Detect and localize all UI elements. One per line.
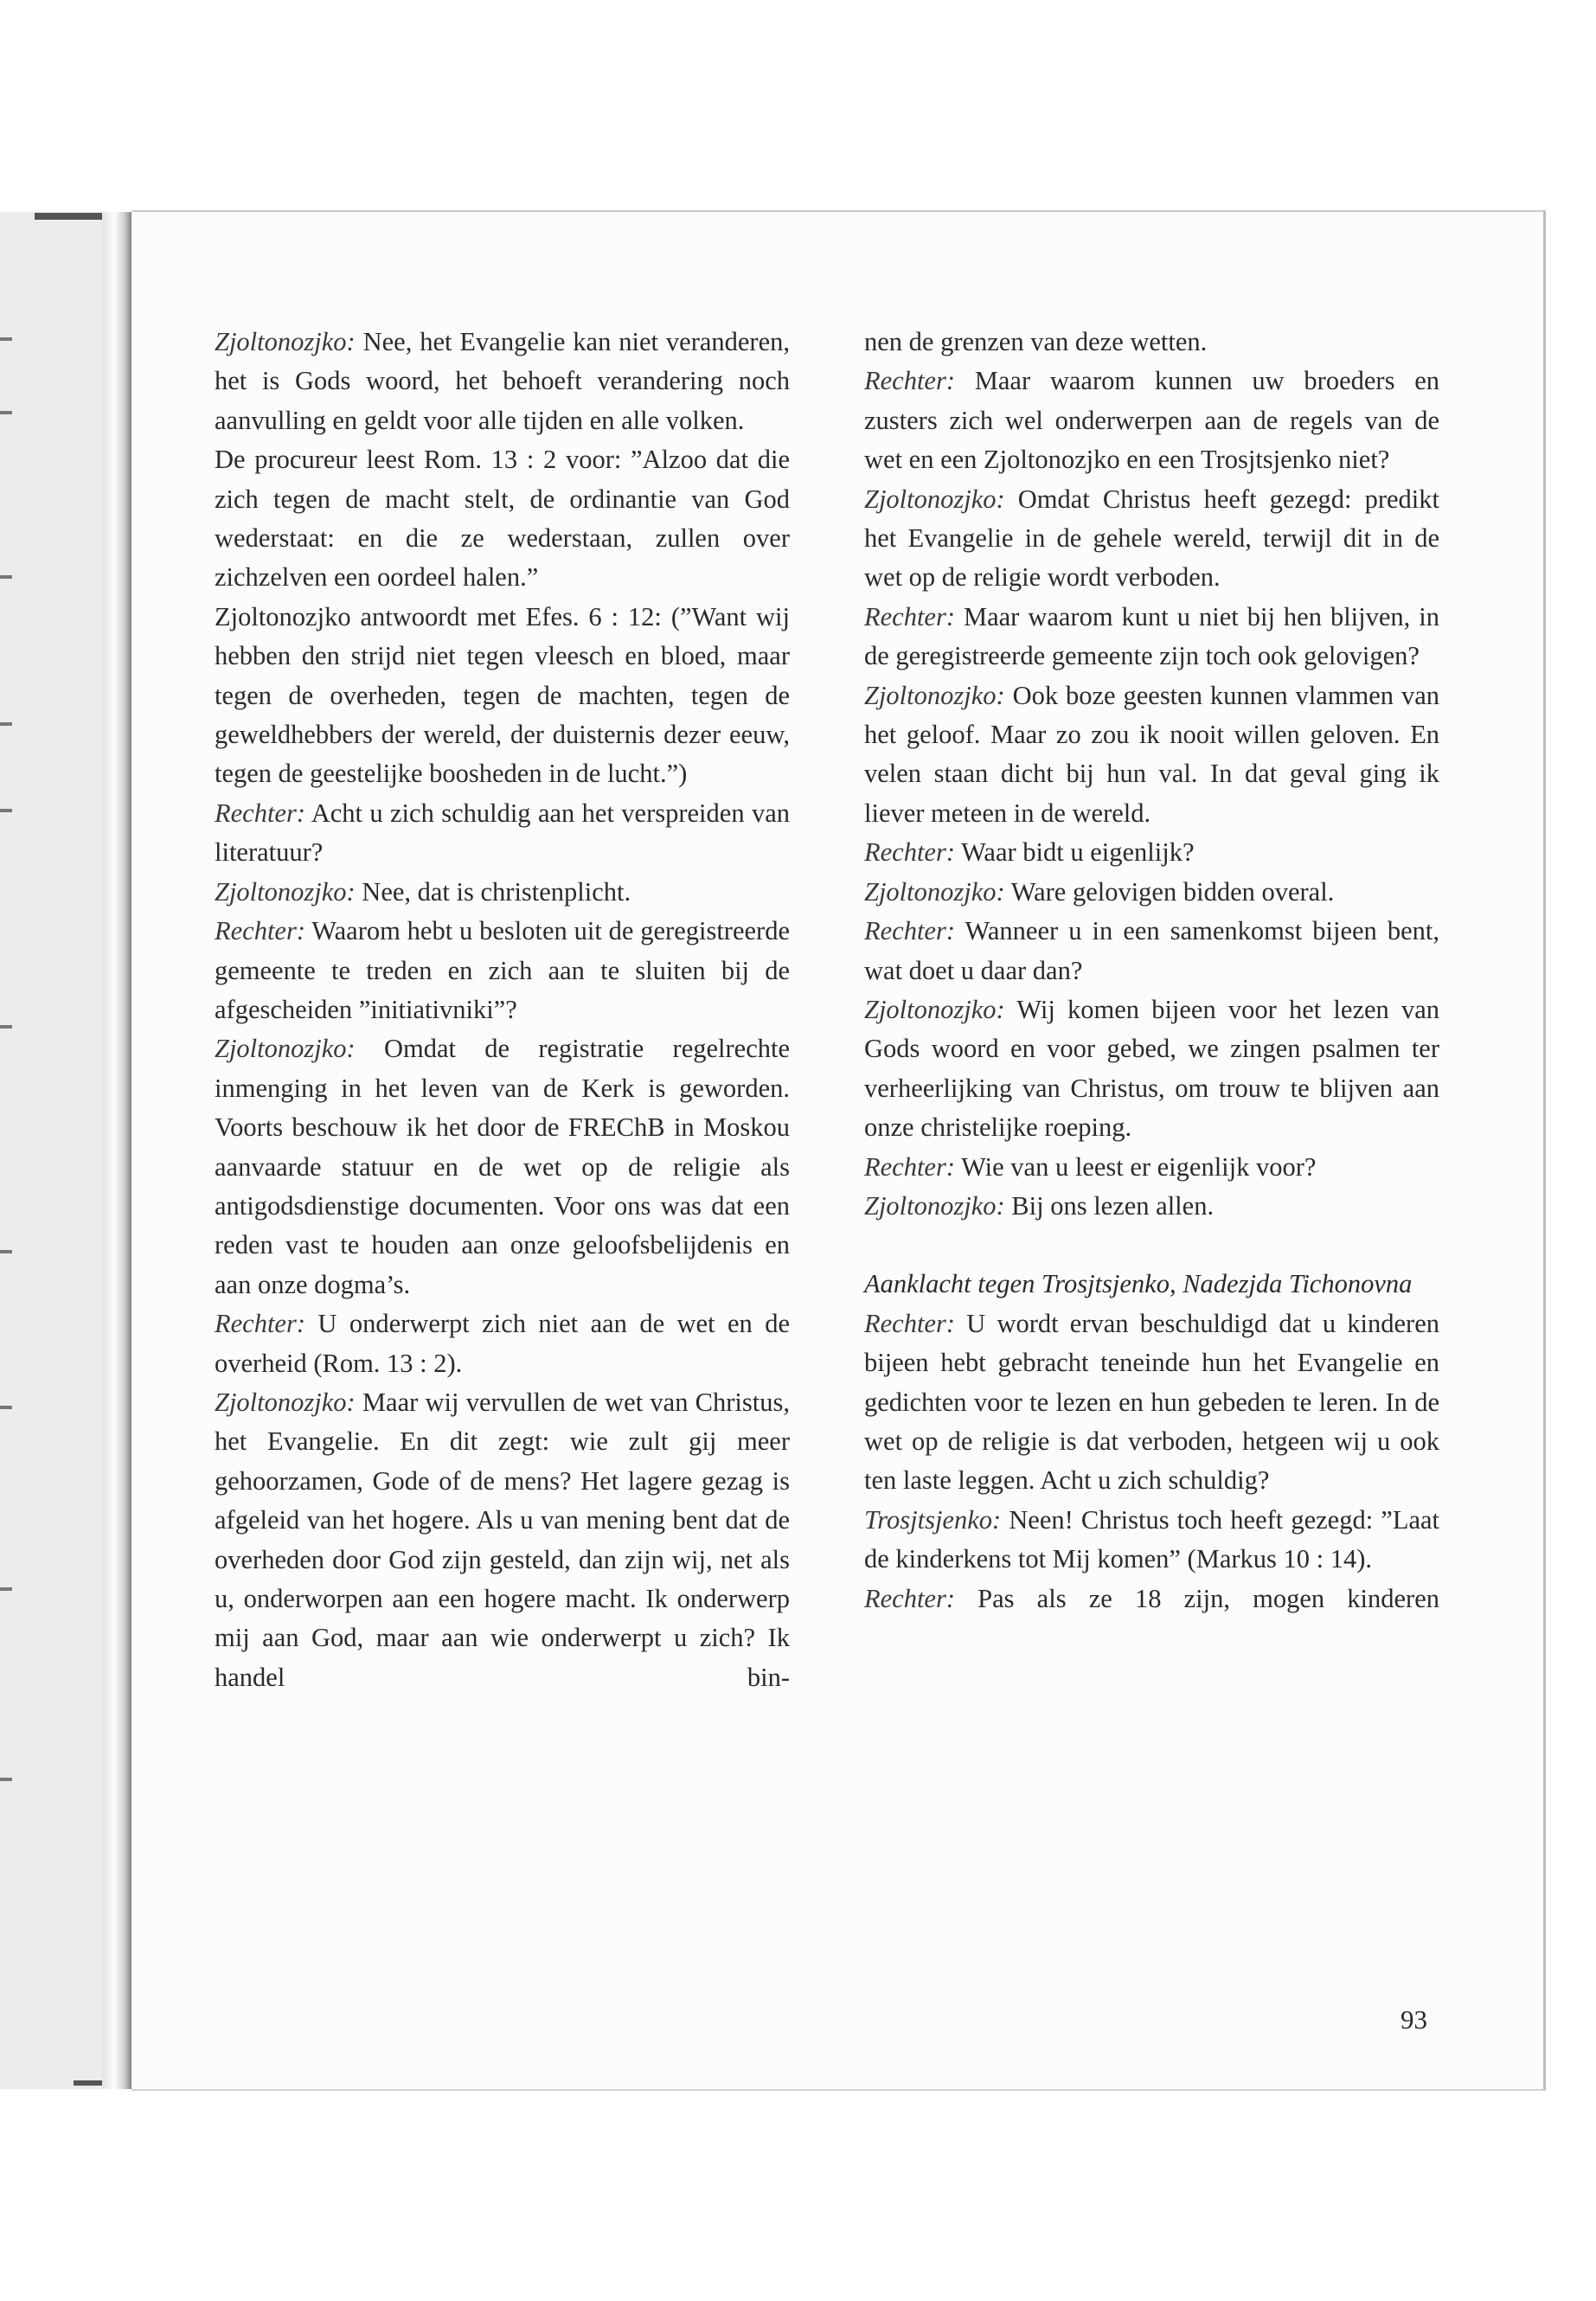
page-number: 93: [1401, 2004, 1427, 2035]
paragraph: [864, 362, 1439, 479]
speaker-label: Zjoltonozjko:: [215, 1034, 356, 1064]
paragraph: [215, 794, 790, 873]
paragraph-text: Zjoltonozjko antwoordt met Efes. 6 : 12: (”Want wij hebben den strijd niet tegen vleesch en bloed, maar tegen de overheden, tegen de machten, tegen de geweldhebbers der wereld, der duisternis dezer eeuw, tegen de geestelijke boosheden in de lucht.”): [215, 601, 790, 789]
previous-page-mark: [0, 337, 12, 341]
speaker-label: Zjoltonozjko:: [864, 680, 1005, 710]
paragraph-text: Bij ons lezen allen.: [1004, 1190, 1215, 1221]
paragraph-text: U onderwerpt zich niet aan de wet en de overheid (Rom. 13 : 2).: [215, 1309, 790, 1378]
paragraph-text: Neen! Christus toch heeft gezegd: ”Laat de kinderkens tot Mij komen” (Markus 10 : 14).: [864, 1504, 1439, 1574]
paragraph: [864, 1148, 1439, 1187]
paragraph: [864, 1501, 1439, 1580]
speaker-label: Rechter:: [215, 798, 305, 828]
paragraph-text: De procureur leest Rom. 13 : 2 voor: ”Alzoo dat die zich tegen de macht stelt, de ordinantie van God wederstaat: en die ze wederstaan, zullen over zichzelven een oordeel halen.”: [215, 445, 790, 593]
paragraph: [215, 912, 790, 1029]
previous-page-mark: [0, 809, 12, 812]
paragraph-text: Waarom hebt u besloten uit de geregistreerde gemeente te treden en zich aan te sluiten bij de afgescheiden ”initiativniki”?: [215, 916, 790, 1024]
paragraph: [215, 323, 790, 440]
speaker-label: Trosjtsjenko:: [864, 1504, 1002, 1535]
previous-page-mark: [0, 1587, 12, 1591]
paragraph: [864, 833, 1439, 872]
speaker-label: Rechter:: [864, 366, 955, 396]
previous-page-mark: [0, 722, 12, 726]
speaker-label: Zjoltonozjko:: [864, 876, 1005, 907]
paragraph-text: Ook boze geesten kunnen vlammen van het geloof. Maar zo zou ik nooit willen geloven. En velen staan dicht bij hun val. In dat geval ging ik liever meteen in de wereld.: [864, 680, 1439, 828]
paragraph-text: Nee, het Evangelie kan niet veranderen, het is Gods woord, het behoeft verandering noch aanvulling en geldt voor alle tijden en alle volken.: [215, 327, 790, 435]
paragraph: [215, 1304, 790, 1383]
book-page: [131, 210, 1546, 2091]
paragraph-text: Maar waarom kunnen uw broeders en zusters zich wel onderwerpen aan de regels van de wet en een Zjoltonozjko en een Trosjtsjenko niet?: [864, 366, 1439, 475]
paragraph: [864, 1304, 1439, 1501]
previous-page-top-edge: [35, 213, 112, 220]
speaker-label: Zjoltonozjko:: [215, 876, 356, 907]
previous-page-mark: [0, 1250, 12, 1253]
paragraph-text: Maar wij vervullen de wet van Christus, het Evangelie. En dit zegt: wie zult gij meer gehoorzamen, Gode of de mens? Het lagere gezag is afgeleid van het hogere. Als u van mening bent dat de overheden door God zijn gesteld, dan zijn wij, net als u, onderworpen aan een hogere macht. Ik onderwerp mij aan God, maar aan wie onderwerpt u zich? Ik handel bin-: [215, 1387, 790, 1692]
speaker-label: Zjoltonozjko:: [864, 994, 1005, 1024]
paragraph: [864, 323, 1439, 362]
speaker-label: Zjoltonozjko:: [215, 327, 356, 356]
paragraph-text: Omdat de registratie regelrechte inmenging in het leven van de Kerk is geworden. Voorts beschouw ik het door de FREChB in Moskou aanvaarde statuur en de wet op de religie als antigodsdienstige documenten. Voor ons was dat een reden vast te houden aan onze geloofsbelijdenis en aan onze dogma’s.: [215, 1034, 790, 1299]
paragraph: [864, 912, 1439, 990]
speaker-label: Rechter:: [864, 601, 955, 631]
paragraph-text: Ware gelovigen bidden overal.: [1004, 876, 1335, 907]
paragraph: [215, 873, 790, 912]
speaker-label: Rechter:: [864, 916, 955, 946]
paragraph: [864, 990, 1439, 1148]
previous-page-mark: [0, 1778, 12, 1781]
paragraph-text: Wie van u leest er eigenlijk voor?: [955, 1151, 1317, 1182]
speaker-label: Rechter:: [864, 1308, 955, 1338]
paragraph-text: Nee, dat is christenplicht.: [355, 876, 631, 907]
previous-page-mark: [0, 1025, 12, 1029]
right-text-column: [864, 323, 1439, 1618]
paragraph-text: Wij komen bijeen voor het lezen van Gods woord en voor gebed, we zingen psalmen ter verheerlijking van Christus, om trouw te blijven aan onze christelijke roeping.: [864, 994, 1439, 1143]
paragraph: [864, 873, 1439, 912]
paragraph: [215, 598, 790, 794]
speaker-label: Zjoltonozjko:: [864, 484, 1005, 514]
paragraph: [864, 1580, 1439, 1618]
speaker-label: Rechter:: [864, 1151, 955, 1182]
left-text-column: [215, 323, 790, 1697]
speaker-label: Rechter:: [215, 1309, 305, 1339]
paragraph-text: Omdat Christus heeft gezegd: predikt het Evangelie in de gehele wereld, terwijl dit in de wet op de religie wordt verboden.: [864, 484, 1439, 593]
paragraph-text: Acht u zich schuldig aan het verspreiden van literatuur?: [215, 798, 790, 868]
paragraph-text: Maar waarom kunt u niet bij hen blijven, in de geregistreerde gemeente zijn toch ook gelovigen?: [864, 601, 1439, 671]
section-heading: Aanklacht tegen Trosjtsjenko, Nadezjda Tichonovna: [864, 1269, 1413, 1299]
speaker-label: Rechter:: [215, 916, 305, 946]
paragraph-text: Wanneer u in een samenkomst bijeen bent, wat doet u daar dan?: [864, 916, 1439, 985]
paragraph-text: Waar bidt u eigenlijk?: [955, 837, 1195, 868]
paragraph: [864, 676, 1439, 834]
paragraph: [215, 1029, 790, 1304]
speaker-label: Rechter:: [864, 837, 955, 868]
previous-page-mark: [0, 575, 12, 579]
speaker-label: Rechter:: [864, 1583, 955, 1613]
paragraph: [215, 1383, 790, 1697]
book-gutter: [102, 212, 130, 2089]
paragraph: [215, 440, 790, 598]
paragraph-text: nen de grenzen van deze wetten.: [864, 327, 1208, 356]
paragraph-text: U wordt ervan beschuldigd dat u kinderen bijeen hebt gebracht teneinde hun het Evangelie en gedichten voor te lezen en hun gebeden te leren. In de wet op de religie is dat verboden, hetgeen wij u ook ten laste leggen. Acht u zich schuldig?: [864, 1308, 1439, 1496]
paragraph: [864, 480, 1439, 598]
paragraph-text: Pas als ze 18 zijn, mogen kinderen: [955, 1583, 1439, 1613]
speaker-label: Zjoltonozjko:: [864, 1190, 1005, 1221]
previous-page-mark: [0, 411, 12, 414]
paragraph: [864, 1187, 1439, 1226]
speaker-label: Zjoltonozjko:: [215, 1387, 356, 1417]
paragraph: [864, 598, 1439, 676]
previous-page-mark: [0, 1406, 12, 1409]
